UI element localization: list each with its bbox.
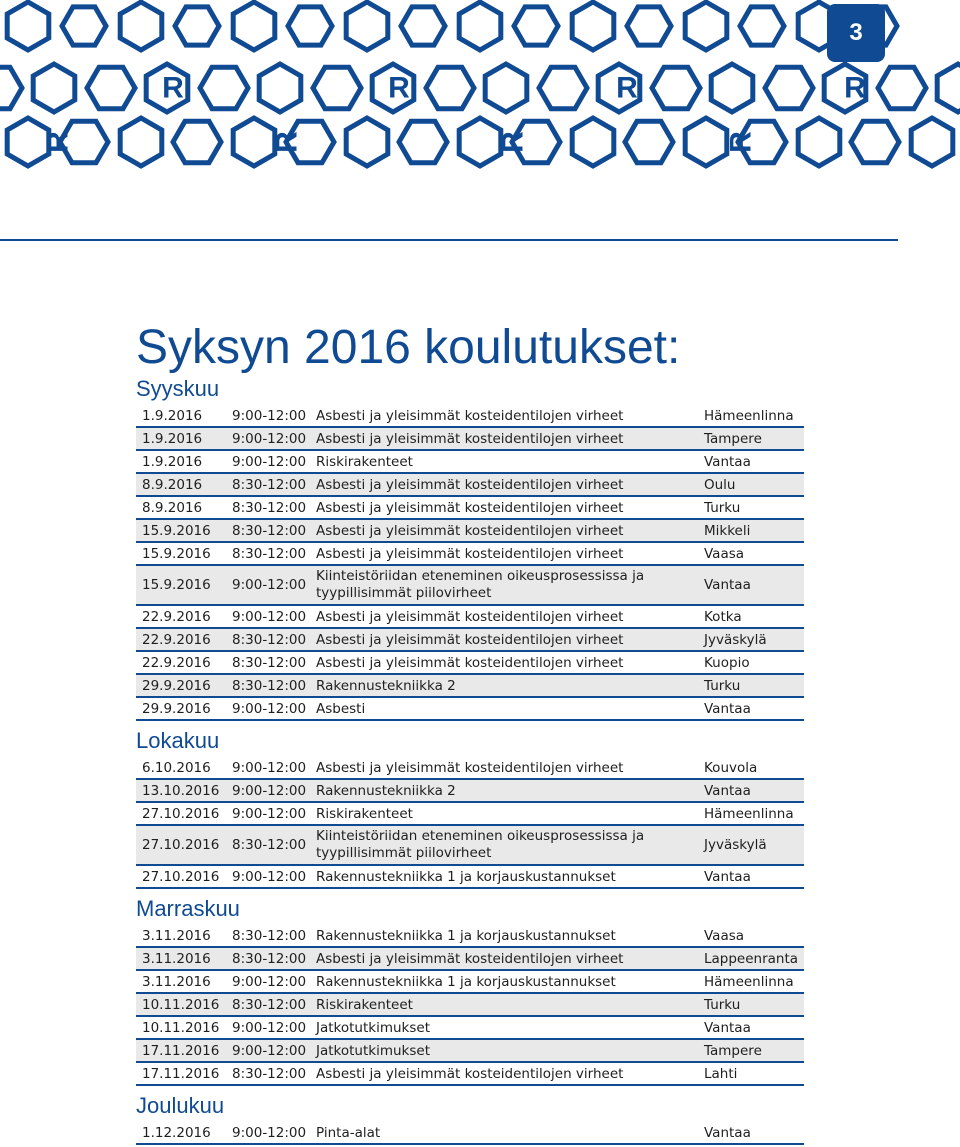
page-number-badge: 3 <box>827 4 885 62</box>
hexagon-shape <box>459 118 501 166</box>
course-location: Lappeenranta <box>704 950 799 967</box>
course-time: 8:30-12:00 <box>232 996 307 1013</box>
hexagon-shape <box>346 2 388 50</box>
month-section <box>136 889 836 1086</box>
hexagon-shape <box>313 67 361 109</box>
course-location: Vantaa <box>704 1019 751 1036</box>
header-pattern <box>0 0 960 175</box>
hexagon-shape <box>33 64 75 112</box>
course-time: 9:00-12:00 <box>232 453 307 470</box>
hexagon-shape <box>288 7 332 45</box>
table-row <box>136 543 804 566</box>
hexagon-shape <box>120 2 162 50</box>
course-location: Lahti <box>704 1065 738 1082</box>
course-date: 17.11.2016 <box>142 1042 220 1059</box>
hexagon-shape <box>399 121 447 163</box>
course-date: 3.11.2016 <box>142 950 211 967</box>
hexagon-shape <box>173 121 221 163</box>
table-row <box>136 1063 804 1086</box>
hexagon-shape <box>485 64 527 112</box>
course-date: 1.9.2016 <box>142 430 203 447</box>
course-location: Jyväskylä <box>704 631 767 648</box>
course-time: 9:00-12:00 <box>232 430 307 447</box>
hexagon-shape <box>539 67 587 109</box>
month-heading: Syyskuu <box>136 376 220 401</box>
course-topic: Pinta-alat <box>316 1124 381 1141</box>
course-topic: Kiinteistöriidan eteneminen oikeusprosessissa ja tyypillisimmät piilovirheet <box>316 568 645 601</box>
hexagon-shape <box>740 7 784 45</box>
course-topic: Asbesti ja yleisimmät kosteidentilojen virheet <box>316 608 624 625</box>
table-row <box>136 1122 804 1145</box>
course-time: 9:00-12:00 <box>232 577 307 593</box>
hexagon-shape <box>937 64 960 112</box>
header-divider <box>0 239 898 241</box>
table-row <box>136 428 804 451</box>
table-row <box>136 520 804 543</box>
course-time: 8:30-12:00 <box>232 476 307 493</box>
course-time: 9:00-12:00 <box>232 1019 307 1036</box>
table-row <box>136 451 804 474</box>
course-location: Hämeenlinna <box>704 805 794 822</box>
course-topic: Rakennustekniikka 2 <box>316 677 456 694</box>
course-date: 27.10.2016 <box>142 805 220 822</box>
course-location: Oulu <box>704 476 736 493</box>
hexagon-shape <box>851 121 899 163</box>
course-location: Mikkeli <box>704 522 751 539</box>
hexagon-shape <box>87 67 135 109</box>
hexagon-shape <box>911 118 953 166</box>
month-heading: Marraskuu <box>136 896 240 921</box>
table-row <box>136 925 804 948</box>
hexagon-shape <box>572 2 614 50</box>
course-date: 15.9.2016 <box>142 577 211 593</box>
course-topic: Asbesti ja yleisimmät kosteidentilojen virheet <box>316 522 624 539</box>
hexagon-shape <box>459 2 501 50</box>
course-location: Turku <box>704 996 741 1013</box>
course-time: 8:30-12:00 <box>232 631 307 648</box>
course-time: 8:30-12:00 <box>232 1065 307 1082</box>
course-topic: Asbesti ja yleisimmät kosteidentilojen virheet <box>316 476 624 493</box>
course-time: 9:00-12:00 <box>232 782 307 799</box>
course-topic: Asbesti ja yleisimmät kosteidentilojen virheet <box>316 950 624 967</box>
table-row <box>136 1017 804 1040</box>
course-topic: Asbesti ja yleisimmät kosteidentilojen virheet <box>316 1065 624 1082</box>
course-time: 9:00-12:00 <box>232 608 307 625</box>
pattern-letter: R <box>41 131 75 153</box>
hexagon-shape <box>200 67 248 109</box>
table-row <box>136 405 804 428</box>
course-date: 22.9.2016 <box>142 631 211 648</box>
month-heading: Lokakuu <box>136 728 220 753</box>
course-topic: Jatkotutkimukset <box>316 1042 431 1059</box>
pattern-letter: R <box>162 71 184 105</box>
pattern-letter: R <box>616 71 638 105</box>
course-time: 9:00-12:00 <box>232 407 307 424</box>
hexagon-shape <box>798 118 840 166</box>
hexagon-shape <box>175 7 219 45</box>
hexagon-shape <box>765 67 813 109</box>
course-time: 8:30-12:00 <box>232 654 307 671</box>
course-time: 8:30-12:00 <box>232 927 307 944</box>
hexagon-shape <box>346 118 388 166</box>
hexagon-shape <box>514 7 558 45</box>
course-time: 9:00-12:00 <box>232 1124 307 1141</box>
course-topic: Asbesti ja yleisimmät kosteidentilojen virheet <box>316 430 624 447</box>
course-location: Vantaa <box>704 453 751 470</box>
course-date: 10.11.2016 <box>142 1019 220 1036</box>
table-row <box>136 948 804 971</box>
hexagon-shape <box>711 64 753 112</box>
course-topic: Asbesti ja yleisimmät kosteidentilojen virheet <box>316 545 624 562</box>
table-row <box>136 826 804 866</box>
course-topic: Rakennustekniikka 1 ja korjauskustannukset <box>316 927 616 944</box>
course-time: 9:00-12:00 <box>232 1042 307 1059</box>
month-section <box>136 375 836 721</box>
course-location: Kouvola <box>704 759 758 776</box>
course-time: 9:00-12:00 <box>232 805 307 822</box>
table-row <box>136 994 804 1017</box>
pattern-letter: R <box>270 131 304 153</box>
month-heading: Joulukuu <box>136 1093 225 1118</box>
course-date: 15.9.2016 <box>142 522 211 539</box>
course-topic: Riskirakenteet <box>316 805 413 822</box>
course-date: 10.11.2016 <box>142 996 220 1013</box>
month-section <box>136 721 836 889</box>
course-topic: Jatkotutkimukset <box>316 1019 431 1036</box>
hexagon-shape <box>627 7 671 45</box>
course-time: 8:30-12:00 <box>232 837 307 853</box>
course-topic: Asbesti <box>316 700 366 717</box>
course-location: Hämeenlinna <box>704 407 794 424</box>
course-topic: Asbesti ja yleisimmät kosteidentilojen virheet <box>316 499 624 516</box>
pattern-letter: R <box>844 71 866 105</box>
course-location: Hämeenlinna <box>704 973 794 990</box>
course-time: 9:00-12:00 <box>232 759 307 776</box>
course-date: 27.10.2016 <box>142 837 220 853</box>
pattern-letter: R <box>388 71 410 105</box>
course-location: Vantaa <box>704 782 751 799</box>
hexagon-shape <box>233 118 275 166</box>
course-location: Kuopio <box>704 654 750 671</box>
hexagon-shape <box>259 64 301 112</box>
table-row <box>136 497 804 520</box>
table-row <box>136 803 804 826</box>
hexagon-shape <box>7 2 49 50</box>
course-time: 8:30-12:00 <box>232 545 307 562</box>
course-location: Vaasa <box>704 545 745 562</box>
course-location: Tampere <box>704 430 762 447</box>
course-topic: Asbesti ja yleisimmät kosteidentilojen virheet <box>316 654 624 671</box>
course-location: Kotka <box>704 608 742 625</box>
course-time: 9:00-12:00 <box>232 973 307 990</box>
course-topic: Rakennustekniikka 2 <box>316 782 456 799</box>
course-date: 1.9.2016 <box>142 407 203 424</box>
hexagon-shape <box>120 118 162 166</box>
hexagon-shape <box>62 7 106 45</box>
course-topic: Asbesti ja yleisimmät kosteidentilojen virheet <box>316 407 624 424</box>
course-time: 9:00-12:00 <box>232 700 307 717</box>
hexagon-shape <box>685 118 727 166</box>
course-date: 13.10.2016 <box>142 782 220 799</box>
course-date: 22.9.2016 <box>142 654 211 671</box>
table-row <box>136 757 804 780</box>
course-date: 3.11.2016 <box>142 927 211 944</box>
course-location: Vantaa <box>704 1124 751 1141</box>
table-row <box>136 971 804 994</box>
table-row <box>136 474 804 497</box>
course-topic: Asbesti ja yleisimmät kosteidentilojen virheet <box>316 759 624 776</box>
hexagon-shape <box>652 67 700 109</box>
page-title: Syksyn 2016 koulutukset: <box>136 321 681 374</box>
schedule <box>136 375 836 1145</box>
hexagon-shape <box>233 2 275 50</box>
course-time: 8:30-12:00 <box>232 499 307 516</box>
course-date: 29.9.2016 <box>142 700 211 717</box>
table-row <box>136 698 804 721</box>
course-date: 1.12.2016 <box>142 1124 211 1141</box>
course-topic: Asbesti ja yleisimmät kosteidentilojen virheet <box>316 631 624 648</box>
course-location: Vaasa <box>704 927 745 944</box>
hexagon-shape <box>685 2 727 50</box>
course-location: Vantaa <box>704 577 751 593</box>
course-topic: Riskirakenteet <box>316 453 413 470</box>
course-topic: Kiinteistöriidan eteneminen oikeusprosessissa ja tyypillisimmät piilovirheet <box>316 828 645 861</box>
course-time: 8:30-12:00 <box>232 522 307 539</box>
course-time: 8:30-12:00 <box>232 677 307 694</box>
pattern-letter: R <box>724 131 758 153</box>
course-location: Vantaa <box>704 700 751 717</box>
course-time: 9:00-12:00 <box>232 868 307 885</box>
course-date: 15.9.2016 <box>142 545 211 562</box>
hexagon-shape <box>625 121 673 163</box>
course-location: Turku <box>704 677 741 694</box>
table-row <box>136 675 804 698</box>
course-time: 8:30-12:00 <box>232 950 307 967</box>
course-topic: Rakennustekniikka 1 ja korjauskustannukset <box>316 868 616 885</box>
course-date: 8.9.2016 <box>142 476 203 493</box>
table-row <box>136 780 804 803</box>
course-date: 6.10.2016 <box>142 759 211 776</box>
table-row <box>136 866 804 889</box>
course-topic: Rakennustekniikka 1 ja korjauskustannukset <box>316 973 616 990</box>
table-row <box>136 1040 804 1063</box>
table-row <box>136 652 804 675</box>
hexagon-shape <box>401 7 445 45</box>
course-date: 27.10.2016 <box>142 868 220 885</box>
hexagon-shape <box>572 118 614 166</box>
hexagon-shape <box>0 67 22 109</box>
course-date: 1.9.2016 <box>142 453 203 470</box>
course-date: 22.9.2016 <box>142 608 211 625</box>
course-location: Vantaa <box>704 868 751 885</box>
course-location: Tampere <box>704 1042 762 1059</box>
course-date: 8.9.2016 <box>142 499 203 516</box>
hexagon-shape <box>426 67 474 109</box>
course-location: Jyväskylä <box>704 837 767 853</box>
course-date: 17.11.2016 <box>142 1065 220 1082</box>
month-section <box>136 1086 836 1145</box>
table-row <box>136 566 804 606</box>
hexagon-shape <box>878 67 926 109</box>
course-date: 3.11.2016 <box>142 973 211 990</box>
table-row <box>136 606 804 629</box>
table-row <box>136 629 804 652</box>
pattern-letter: R <box>496 131 530 153</box>
course-topic: Riskirakenteet <box>316 996 413 1013</box>
course-date: 29.9.2016 <box>142 677 211 694</box>
course-location: Turku <box>704 499 741 516</box>
